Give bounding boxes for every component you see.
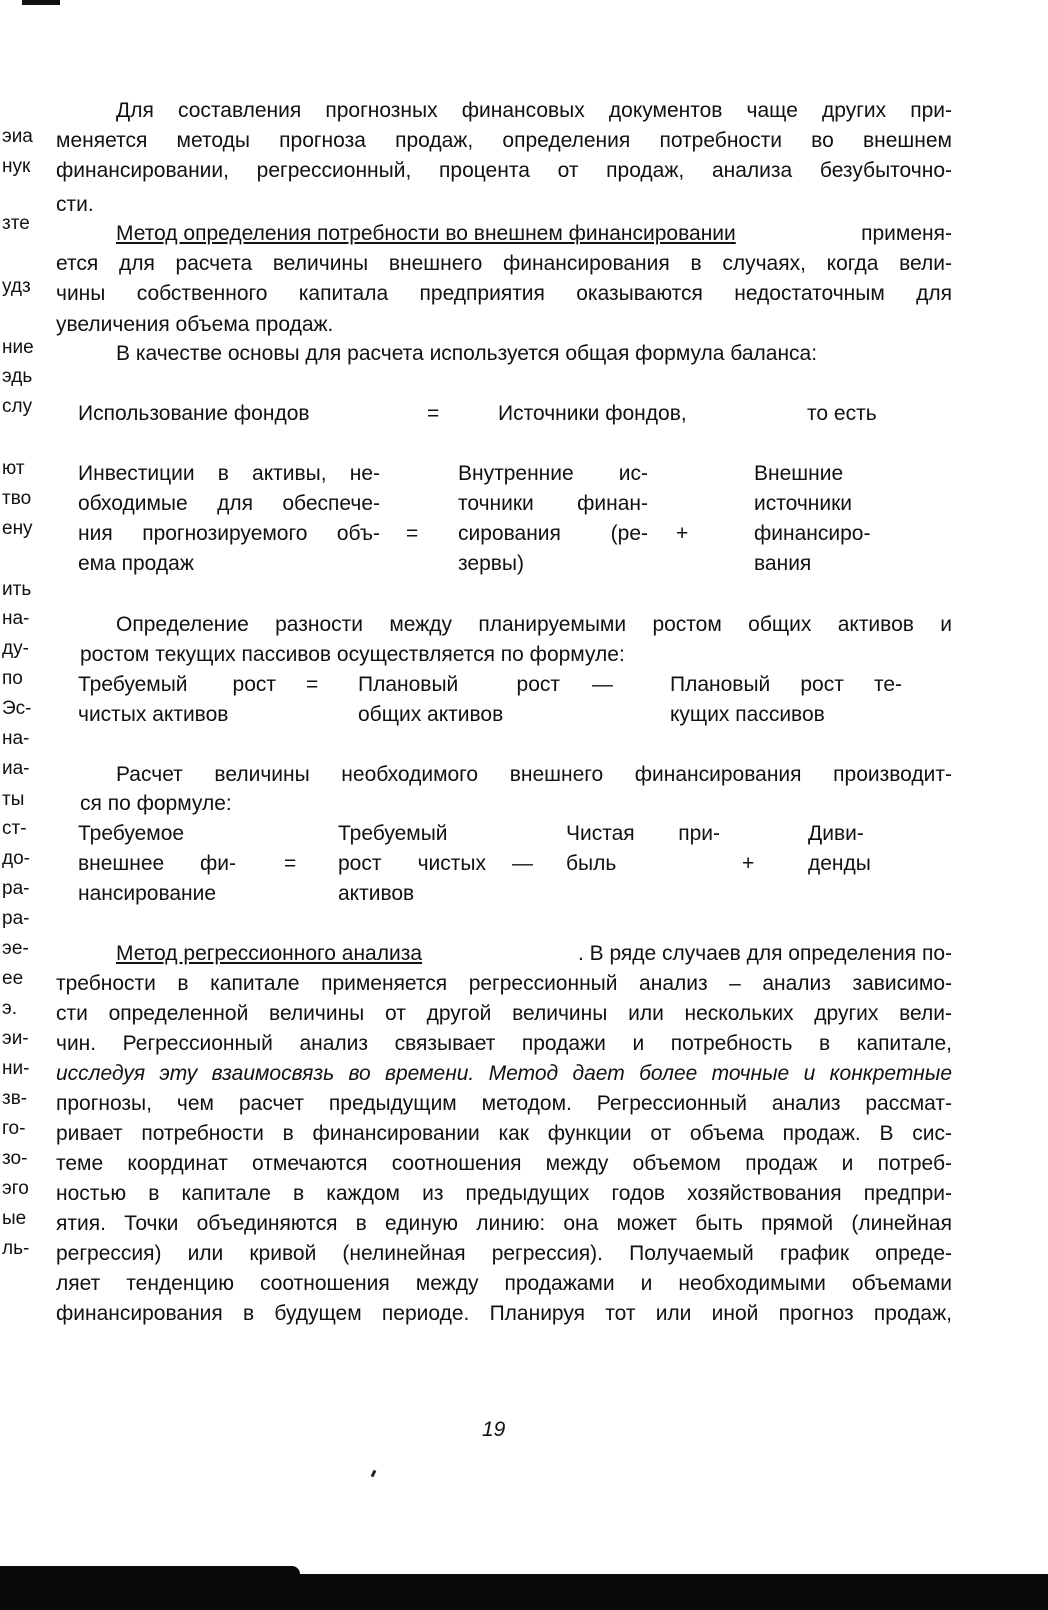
external-plus: + bbox=[742, 852, 755, 875]
planned-current-line: кущих пассивов bbox=[670, 703, 825, 726]
margin-fragment: ты bbox=[2, 789, 25, 810]
investments-line: обходимые для обеспече- bbox=[78, 492, 380, 515]
internal-line: зервы) bbox=[458, 552, 524, 575]
scan-bottom-bar bbox=[0, 1574, 1048, 1610]
margin-fragment: ее bbox=[2, 968, 24, 989]
paragraph-2-line: чины собственного капитала предприятия оказываются недостаточным для bbox=[56, 282, 952, 305]
page-number: 19 bbox=[482, 1418, 506, 1441]
internal-line: Внутренние ис- bbox=[458, 462, 648, 485]
external-line: источники bbox=[754, 492, 853, 515]
required-net-growth-line: Требуемый bbox=[338, 822, 448, 845]
net-assets-minus: — bbox=[592, 673, 613, 696]
margin-fragment: ни- bbox=[2, 1058, 30, 1079]
margin-fragment: зв- bbox=[2, 1088, 28, 1109]
paragraph-1-line: финансировании, регрессионный, процента от продаж, анализа безубыточно- bbox=[56, 159, 952, 182]
internal-sources-term bbox=[458, 462, 648, 576]
external-sources-term bbox=[754, 462, 870, 576]
formula-sources-of-funds: Источники фондов, bbox=[498, 402, 687, 425]
margin-fragment: ют bbox=[2, 458, 25, 479]
paragraph-4-line: Определение разности между планируемыми ростом общих активов и bbox=[116, 613, 952, 636]
margin-fragment: ену bbox=[2, 518, 33, 539]
investments-term bbox=[78, 462, 380, 576]
paragraph-6-line: теме координат отмечаются соотношения между объемом продаж и потреб- bbox=[56, 1152, 952, 1175]
external-line: Внешние bbox=[754, 462, 844, 485]
margin-fragment: эиа bbox=[2, 126, 33, 147]
margin-fragment: до- bbox=[2, 848, 30, 869]
dividends-line: денды bbox=[808, 852, 871, 875]
external-line: вания bbox=[754, 552, 812, 575]
margin-fragment: ые bbox=[2, 1208, 27, 1229]
paragraph-6-line: сти определенной величины от другой величины или нескольких других вели- bbox=[56, 1002, 952, 1025]
required-external-line: Требуемое bbox=[78, 822, 185, 845]
paragraph-6-line: ляет тенденцию соотношения между продажами и необходимыми объемами bbox=[56, 1272, 952, 1295]
planned-current-line: Плановый рост те- bbox=[670, 673, 902, 696]
paragraph-6-line: требности в капитале применяется регрессионный анализ – анализ зависимо- bbox=[56, 972, 952, 995]
method-heading-external-financing: Метод определения потребности во внешнем финансировании bbox=[116, 222, 736, 245]
margin-fragment: го- bbox=[2, 1118, 26, 1139]
required-net-growth-line: рост чистых bbox=[338, 852, 486, 875]
margin-fragment: ние bbox=[2, 337, 34, 358]
investments-line: Инвестиции в активы, не- bbox=[78, 462, 380, 485]
margin-fragment: ра- bbox=[2, 878, 30, 899]
net-profit-line: быль bbox=[566, 852, 617, 875]
paragraph-6-line: чин. Регрессионный анализ связывает продажи и потребность в капитале, bbox=[56, 1032, 952, 1055]
margin-fragment: нук bbox=[2, 156, 31, 177]
paragraph-6-line: ривает потребности в финансировании как функции от объема продаж. В сис- bbox=[56, 1122, 952, 1145]
required-external-line: нансирование bbox=[78, 882, 217, 905]
net-profit-term bbox=[566, 822, 720, 876]
paragraph-4-line: ростом текущих пассивов осуществляется по формуле: bbox=[80, 643, 625, 666]
expanded-plus: + bbox=[676, 522, 689, 545]
margin-fragment: зте bbox=[2, 213, 30, 234]
net-profit-line: Чистая при- bbox=[566, 822, 720, 845]
required-net-growth-line: активов bbox=[338, 882, 415, 905]
paragraph-1-line: сти. bbox=[56, 193, 94, 216]
paragraph-6-line: регрессия) или кривой (нелинейная регрессия). Получаемый график опреде- bbox=[56, 1242, 952, 1265]
margin-fragment: эго bbox=[2, 1178, 29, 1199]
method-heading-regression: Метод регрессионного анализа bbox=[116, 942, 423, 965]
paragraph-2-line: увеличения объема продаж. bbox=[56, 313, 334, 336]
paragraph-1-line: меняется методы прогноза продаж, определения потребности во внешнем bbox=[56, 129, 952, 152]
margin-fragment: ра- bbox=[2, 908, 30, 929]
margin-fragment: тво bbox=[2, 488, 32, 509]
margin-fragment: удз bbox=[2, 276, 31, 297]
margin-fragment: на- bbox=[2, 728, 30, 749]
formula-uses-of-funds: Использование фондов bbox=[78, 402, 310, 425]
investments-line: ема продаж bbox=[78, 552, 194, 575]
required-growth-line: чистых активов bbox=[78, 703, 229, 726]
paragraph-5-line: Расчет величины необходимого внешнего финансирования производит- bbox=[116, 763, 952, 786]
margin-fragment: э. bbox=[2, 998, 17, 1019]
margin-fragment: ст- bbox=[2, 818, 27, 839]
paragraph-5-line: ся по формуле: bbox=[80, 792, 232, 815]
paragraph-3: В качестве основы для расчета используется общая формула баланса: bbox=[116, 342, 818, 365]
external-minus: — bbox=[512, 852, 533, 875]
paragraph-2-line-rest: применя- bbox=[861, 222, 952, 245]
paragraph-6-line-rest: . В ряде случаев для определения по- bbox=[577, 942, 952, 965]
paragraph-6-line: ностью в капитале в каждом из предыдущих годов хозяйствования предпри- bbox=[56, 1182, 952, 1205]
paragraph-6-first-line bbox=[116, 942, 952, 966]
paragraph-6-line: ятия. Точки объединяются в единую линию: она может быть прямой (линейная bbox=[56, 1212, 952, 1235]
formula-equals: = bbox=[427, 402, 440, 425]
margin-fragment: ль- bbox=[2, 1238, 30, 1259]
required-external-line: внешнее фи- bbox=[78, 852, 236, 875]
margin-fragment: слу bbox=[2, 396, 33, 417]
paragraph-6-line: прогнозы, чем расчет предыдущим методом. Регрессионный анализ рассмат- bbox=[56, 1092, 952, 1115]
margin-fragment: иа- bbox=[2, 758, 30, 779]
investments-line: ния прогнозируемого объ- bbox=[78, 522, 380, 545]
planned-total-line: общих активов bbox=[358, 703, 504, 726]
external-equals: = bbox=[284, 852, 297, 875]
external-line: финансиро- bbox=[754, 522, 871, 545]
margin-fragment: ду- bbox=[2, 638, 29, 659]
required-net-growth-term bbox=[338, 822, 486, 906]
margin-fragment: эдь bbox=[2, 366, 33, 387]
required-growth-line: Требуемый рост bbox=[78, 673, 276, 696]
margin-fragment: на- bbox=[2, 608, 30, 629]
margin-fragment: Эс- bbox=[2, 698, 32, 719]
paragraph-6-italic-line: исследуя эту взаимосвязь во времени. Метод дает более точные и конкретные bbox=[56, 1062, 952, 1085]
dividends-term bbox=[808, 822, 871, 876]
paragraph-2-first-line bbox=[116, 222, 952, 246]
internal-line: точники финан- bbox=[458, 492, 648, 515]
margin-fragment: по bbox=[2, 668, 23, 689]
planned-total-assets-term bbox=[358, 673, 560, 727]
formula-suffix: то есть bbox=[807, 402, 877, 425]
dividends-line: Диви- bbox=[808, 822, 864, 845]
margin-fragment: эе- bbox=[2, 938, 29, 959]
margin-fragment: эи- bbox=[2, 1028, 29, 1049]
margin-fragment: ить bbox=[2, 579, 32, 600]
expanded-equals: = bbox=[406, 522, 419, 545]
required-external-term bbox=[78, 822, 236, 906]
paragraph-2-line: ется для расчета величины внешнего финансирования в случаях, когда вели- bbox=[56, 252, 952, 275]
internal-line: сирования (ре- bbox=[458, 522, 648, 545]
planned-total-line: Плановый рост bbox=[358, 673, 560, 696]
paragraph-6-line: финансирования в будущем периоде. Планируя тот или иной прогноз продаж, bbox=[56, 1302, 952, 1325]
paragraph-1-line: Для составления прогнозных финансовых документов чаще других при- bbox=[116, 99, 952, 122]
margin-fragment: зо- bbox=[2, 1148, 28, 1169]
scan-speck bbox=[371, 1470, 377, 1478]
required-growth-term bbox=[78, 673, 276, 727]
net-assets-equals: = bbox=[306, 673, 319, 696]
planned-current-liabilities-term bbox=[670, 673, 902, 727]
facing-page-fragments bbox=[2, 0, 48, 1400]
